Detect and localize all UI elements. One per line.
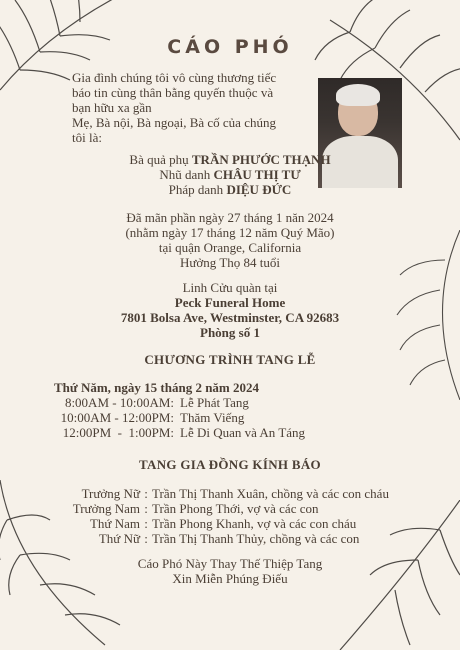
family-row: Thứ Nữ : Trần Thị Thanh Thủy, chồng và các con [40, 531, 440, 546]
schedule-time: 8:00AM - 10:00AM: [64, 395, 174, 410]
family-row: Trưởng Nữ : Trần Thị Thanh Xuân, chồng và các con cháu [40, 486, 440, 501]
family-member: Trần Phong Khanh, vợ và các con cháu [152, 516, 357, 531]
intro-line: tôi là: [72, 130, 102, 145]
dharma-name-line: Pháp danh DIỆU ĐỨC [168, 182, 292, 197]
room-number: Phòng số 1 [200, 325, 260, 340]
family-member: Trần Thị Thanh Xuân, chồng và các con cháu [152, 486, 389, 501]
funeral-schedule [54, 380, 414, 440]
passing-line: tại quận Orange, California [158, 240, 302, 255]
intro-line: bạn hữu xa gần [72, 100, 152, 115]
portrait-hair [336, 84, 380, 106]
intro-line: Gia đình chúng tôi vô cùng thương tiếc [72, 70, 277, 85]
schedule-row [54, 425, 414, 440]
intro-text [72, 70, 317, 145]
deceased-name-line: Bà quả phụ TRẦN PHƯỚC THẠNH [129, 152, 331, 167]
closing-line: Xin Miễn Phúng Điếu [172, 571, 288, 586]
schedule-row [54, 395, 414, 410]
schedule-time: 10:00AM - 12:00PM: [60, 410, 174, 425]
viewing-label: Linh Cửu quàn tại [182, 280, 278, 295]
schedule-time: 12:00PM - 1:00PM: [62, 425, 174, 440]
maiden-name: CHÂU THỊ TƯ [213, 167, 301, 182]
schedule-date: Thứ Năm, ngày 15 tháng 2 năm 2024 [54, 380, 259, 395]
schedule-row [54, 410, 414, 425]
viewing-location [0, 280, 460, 340]
maiden-name-line: Nhũ danh CHÂU THỊ TƯ [159, 167, 301, 182]
closing-note [0, 556, 460, 586]
intro-line: Mẹ, Bà nội, Bà ngoại, Bà cố của chúng [72, 115, 276, 130]
deceased-name: TRẦN PHƯỚC THẠNH [191, 152, 331, 167]
schedule-event: Lễ Phát Tang [180, 395, 249, 410]
family-role: Thứ Nam [89, 516, 140, 531]
schedule-event: Thăm Viếng [180, 410, 245, 425]
family-member: Trần Thị Thanh Thủy, chồng và các con [152, 531, 360, 546]
intro-line: báo tin cùng thân bằng quyến thuộc và [72, 85, 274, 100]
dharma-name: DIỆU ĐỨC [226, 182, 292, 197]
passing-line: (nhằm ngày 17 tháng 12 năm Quý Mão) [125, 225, 335, 240]
page-title: CÁO PHÓ [167, 36, 293, 58]
family-role: Trưởng Nam [72, 501, 140, 516]
program-heading: CHƯƠNG TRÌNH TANG LỄ [144, 352, 316, 367]
family-heading: TANG GIA ĐỒNG KÍNH BÁO [139, 457, 321, 472]
family-member: Trần Phong Thới, vợ và các con [152, 501, 319, 516]
passing-line: Đã mãn phần ngày 27 tháng 1 năn 2024 [126, 210, 334, 225]
deceased-names [0, 152, 460, 197]
family-row: Trưởng Nam : Trần Phong Thới, vợ và các con [40, 501, 440, 516]
family-list [40, 486, 440, 546]
passing-details [0, 210, 460, 270]
family-role: Trưởng Nữ [81, 486, 140, 501]
family-role: Thứ Nữ [98, 531, 140, 546]
closing-line: Cáo Phó Này Thay Thế Thiệp Tang [137, 556, 323, 571]
schedule-event: Lễ Di Quan và An Táng [180, 425, 306, 440]
funeral-home-address: 7801 Bolsa Ave, Westminster, CA 92683 [120, 310, 340, 325]
funeral-home-name: Peck Funeral Home [174, 295, 286, 310]
family-row: Thứ Nam : Trần Phong Khanh, vợ và các con cháu [40, 516, 440, 531]
passing-line: Hưởng Thọ 84 tuổi [180, 255, 280, 270]
